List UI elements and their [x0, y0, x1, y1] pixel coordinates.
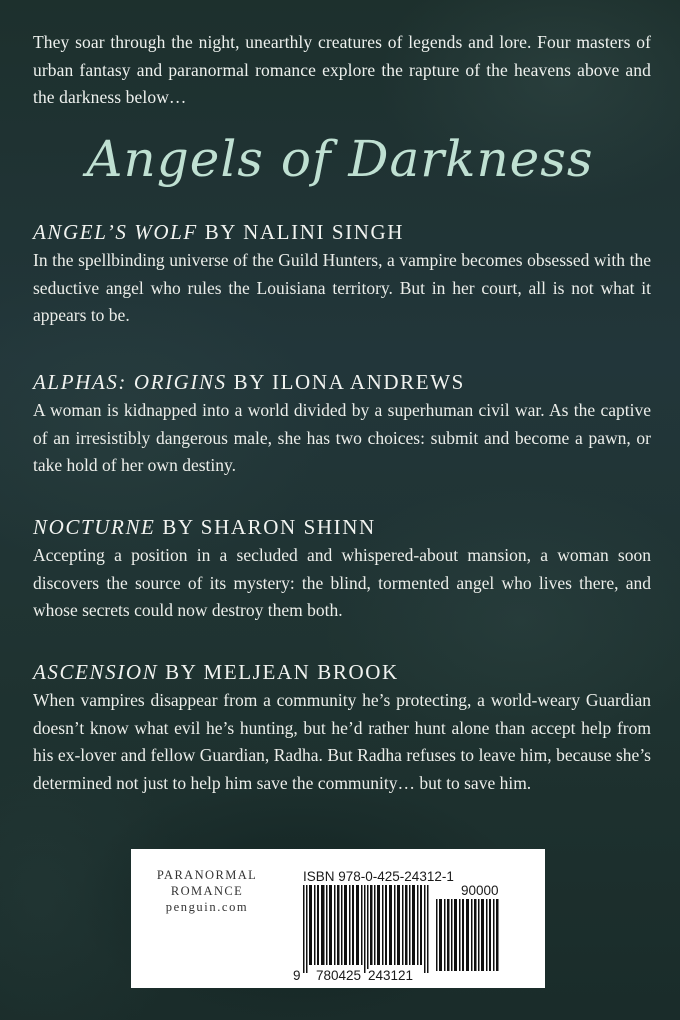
story-description: When vampires disappear from a community he’s protecting, a world-weary Guardian doesn’t know what evil he’s hunting, but he’d rather hunt alone than accept help from his ex-lover and fellow Guardian, Radha. But Radha refuses to leave him, because she’s determined not just to help him save the community… but to save him. — [33, 690, 651, 793]
category-line: PARANORMAL — [156, 868, 258, 882]
story-section — [33, 513, 651, 625]
barcode-digit-lead: 9 — [293, 968, 301, 983]
story-heading — [33, 658, 651, 686]
story-heading — [33, 368, 651, 396]
category-line: ROMANCE — [170, 884, 244, 898]
addon-barcode-icon — [436, 899, 499, 971]
story-heading — [33, 513, 651, 541]
publisher-block — [141, 867, 273, 915]
barcode-digits-right: 243121 — [368, 968, 414, 983]
story-section — [33, 368, 651, 480]
barcode-icon — [303, 885, 429, 973]
story-description: Accepting a position in a secluded and whispered-about mansion, a woman soon discovers the source of its mystery: the blind, tormented angel who lives there, and whose secrets could now destroy them both. — [33, 545, 651, 620]
story-section — [33, 658, 651, 797]
story-title: ASCENSION — [33, 660, 159, 684]
story-title: ALPHAS: ORIGINS — [33, 370, 227, 394]
intro-blurb: They soar through the night, unearthly creatures of legends and lore. Four masters of urban fantasy and paranormal romance explore the rapture of the heavens above and the darkness below… — [33, 32, 651, 107]
publisher-website: penguin.com — [165, 900, 249, 914]
barcode-label — [131, 849, 545, 988]
story-byline: BY NALINI SINGH — [204, 220, 405, 244]
story-description: A woman is kidnapped into a world divided by a superhuman civil war. As the captive of an irresistibly dangerous male, she has two choices: submit and become a pawn, or take hold of her own destiny. — [33, 400, 651, 475]
story-byline: BY MELJEAN BROOK — [165, 660, 399, 684]
barcode-digits-left: 780425 — [316, 968, 362, 983]
story-title: NOCTURNE — [33, 515, 156, 539]
price-code: 90000 — [461, 883, 499, 898]
collection-title: Angels of Darkness — [86, 130, 594, 188]
story-byline: BY ILONA ANDREWS — [233, 370, 465, 394]
story-section — [33, 218, 651, 330]
story-description: In the spellbinding universe of the Guild Hunters, a vampire becomes obsessed with the seductive angel who rules the Louisiana territory. But in her court, all is not what it appears to be. — [33, 250, 651, 325]
isbn-number: ISBN 978-0-425-24312-1 — [303, 869, 454, 884]
story-byline: BY SHARON SHINN — [162, 515, 376, 539]
story-title: ANGEL’S WOLF — [33, 220, 198, 244]
story-heading — [33, 218, 651, 246]
